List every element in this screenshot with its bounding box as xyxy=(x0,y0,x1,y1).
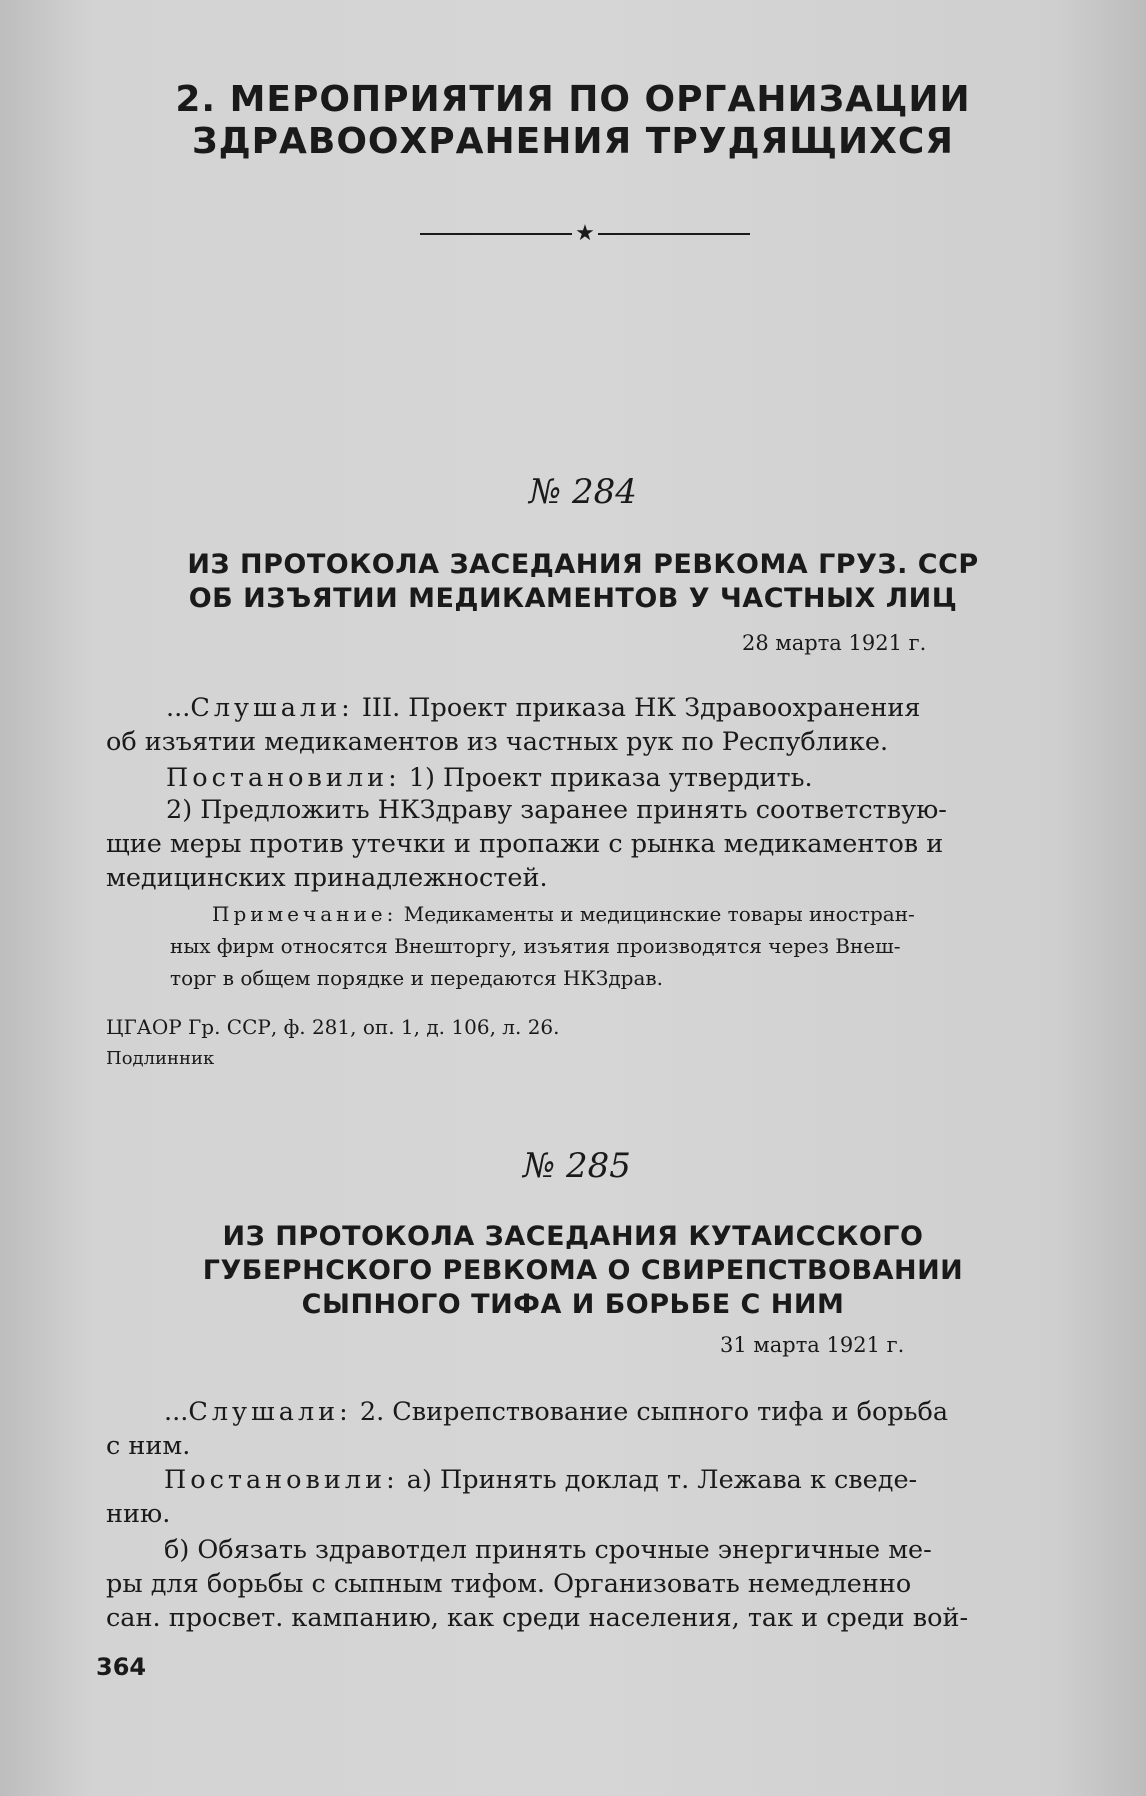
doc-285-item-b-line-2: ры для борьбы с сыпным тифом. Организовать немедленно xyxy=(106,1569,912,1599)
heard-label: Слушали: xyxy=(190,693,354,723)
doc-284-item-2-line-3: медицинских принадлежностей. xyxy=(106,863,548,893)
section-title-line-1: 2. МЕРОПРИЯТИЯ ПО ОРГАНИЗАЦИИ xyxy=(175,79,971,120)
resolved-label: Постановили: xyxy=(164,1465,399,1495)
doc-284-heard-line-2: об изъятии медикаментов из частных рук по Республике. xyxy=(106,727,889,757)
heard-prefix: ... xyxy=(166,693,191,723)
doc-285-heading-line-1: ИЗ ПРОТОКОЛА ЗАСЕДАНИЯ КУТАИССКОГО xyxy=(222,1221,924,1252)
doc-285-heading-line-3: СЫПНОГО ТИФА И БОРЬБЕ С НИМ xyxy=(301,1289,845,1320)
doc-285-heard xyxy=(164,1396,1106,1428)
doc-284-heading-line-2: ОБ ИЗЪЯТИИ МЕДИКАМЕНТОВ У ЧАСТНЫХ ЛИЦ xyxy=(188,583,958,614)
section-title-line-2: ЗДРАВООХРАНЕНИЯ ТРУДЯЩИХСЯ xyxy=(192,121,954,162)
doc-284-heard xyxy=(166,692,1108,724)
resolved-text: 1) Проект приказа утвердить. xyxy=(408,763,813,793)
note-label: Примечание: xyxy=(212,902,398,926)
doc-285-resolved xyxy=(164,1464,1106,1496)
doc-285-item-b-line-3: сан. просвет. кампанию, как среди населения, так и среди вой- xyxy=(106,1603,969,1633)
heard-text: 2. Свирепствование сыпного тифа и борьба xyxy=(359,1397,949,1427)
doc-284-date: 28 марта 1921 г. xyxy=(742,631,927,655)
doc-284-note-line-2: ных фирм относятся Внешторгу, изъятия производятся через Внеш- xyxy=(170,934,901,958)
doc-285-date: 31 марта 1921 г. xyxy=(720,1333,905,1357)
doc-285-number: № 285 xyxy=(523,1146,631,1186)
note-text: Медикаменты и медицинские товары иностран- xyxy=(403,902,915,926)
heard-label: Слушали: xyxy=(188,1397,352,1427)
section-divider xyxy=(420,221,750,246)
resolved-text: а) Принять доклад т. Лежава к сведе- xyxy=(406,1465,918,1495)
page-number: 364 xyxy=(96,1653,147,1681)
doc-284-resolved xyxy=(166,762,1108,794)
doc-284-number: № 284 xyxy=(529,472,637,512)
doc-285-resolved-line-2: нию. xyxy=(106,1499,171,1529)
star-icon: ★ xyxy=(575,221,595,246)
heard-prefix: ... xyxy=(164,1397,189,1427)
doc-284-note xyxy=(212,898,1092,930)
doc-284-item-2-line-1: 2) Предложить НКЗдраву заранее принять соответствую- xyxy=(166,795,947,825)
divider-line-right xyxy=(598,233,750,235)
divider-line-left xyxy=(420,233,572,235)
doc-284-note-line-3: торг в общем порядке и передаются НКЗдрав. xyxy=(170,966,664,990)
doc-285-heading-line-2: ГУБЕРНСКОГО РЕВКОМА О СВИРЕПСТВОВАНИИ xyxy=(202,1255,964,1286)
doc-284-source: ЦГАОР Гр. ССР, ф. 281, оп. 1, д. 106, л. 26. xyxy=(106,1015,560,1039)
heard-text: III. Проект приказа НК Здравоохранения xyxy=(361,693,921,723)
doc-285-heard-line-2: с ним. xyxy=(106,1431,191,1461)
doc-284-source-type: Подлинник xyxy=(106,1048,215,1069)
doc-284-heading-line-1: ИЗ ПРОТОКОЛА ЗАСЕДАНИЯ РЕВКОМА ГРУЗ. ССР xyxy=(187,549,979,580)
doc-284-item-2-line-2: щие меры против утечки и пропажи с рынка медикаментов и xyxy=(106,829,944,859)
doc-285-item-b-line-1: б) Обязать здравотдел принять срочные энергичные ме- xyxy=(164,1535,932,1565)
resolved-label: Постановили: xyxy=(166,763,401,793)
